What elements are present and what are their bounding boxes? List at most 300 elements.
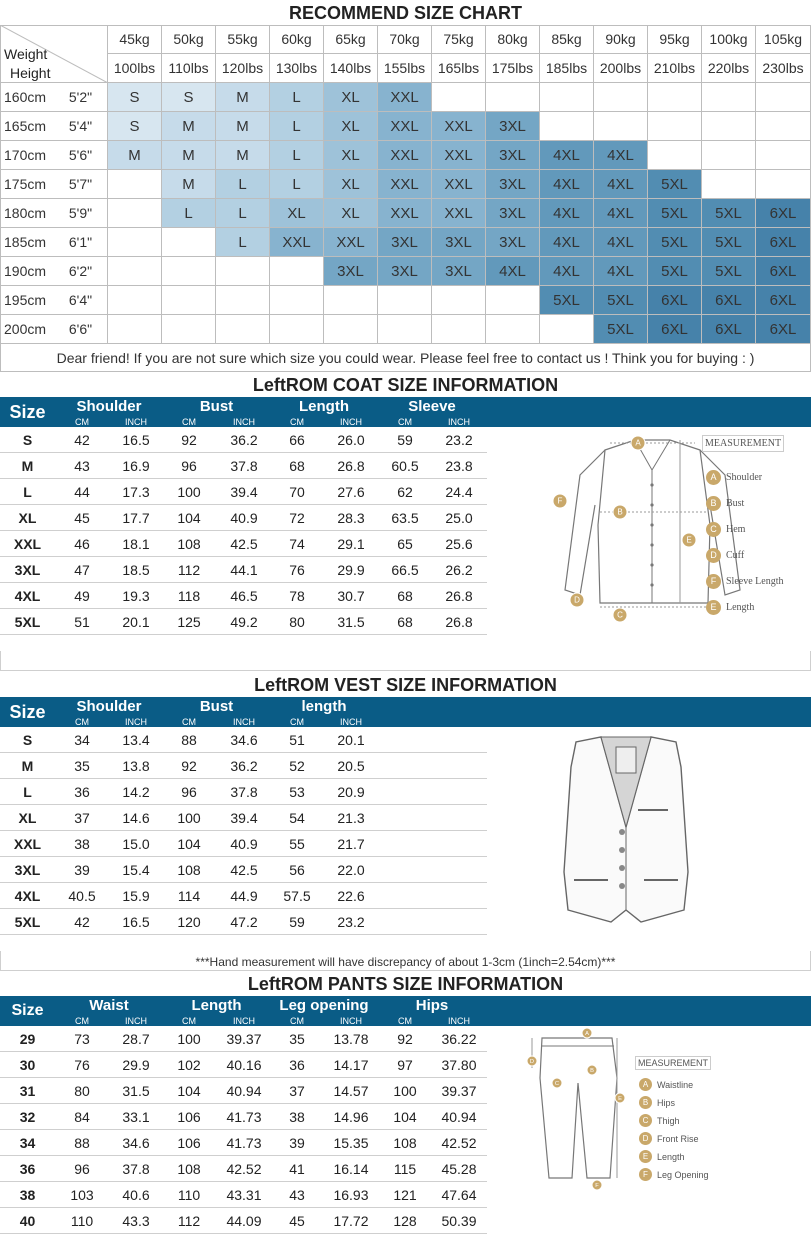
measurement-value-cell: 118 [177,588,201,604]
size-cell: 6XL [756,315,811,344]
measurement-value-cell: 42.5 [230,536,258,552]
pants-size-row [0,1104,487,1130]
unit-cm-label: CM [182,417,196,427]
measurement-value-cell: 88 [181,732,197,748]
size-cell: S [108,112,162,141]
vest-button [619,847,625,853]
pants-legend-item [639,1148,685,1162]
size-cell: 4XL [594,199,648,228]
marker-letter: B [617,507,623,517]
size-cell [432,286,486,315]
size-row [0,170,811,199]
size-label-cell: XXL [13,836,42,852]
marker-letter: F [557,496,563,506]
measurement-value-cell: 80 [289,614,305,630]
size-cell [648,141,702,170]
weight-lbs-header: 100lbs [108,54,162,83]
measurement-value-cell: 51 [289,732,305,748]
size-cell [648,112,702,141]
size-cell [756,141,811,170]
measurement-value-cell: 28.3 [337,510,365,526]
legend-label: Length [726,602,755,614]
size-cell: M [108,141,162,170]
weight-lbs-header: 165lbs [432,54,486,83]
measurement-value-cell: 42.5 [230,862,258,878]
unit-cm-label: CM [290,717,304,727]
size-cell: 5XL [648,228,702,257]
measurement-value-cell: 74 [289,536,305,552]
vest-size-row [0,909,487,935]
measurement-value-cell: 16.5 [122,914,150,930]
pants-size-row [0,1130,487,1156]
size-cell [540,315,594,344]
size-cell [378,315,432,344]
measurement-value-cell: 16.93 [333,1187,369,1203]
measurement-value-cell: 106 [177,1109,201,1125]
size-cell: 4XL [540,228,594,257]
size-cell: XXL [378,170,432,199]
measurement-value-cell: 100 [177,1031,201,1047]
size-cell: XXL [432,199,486,228]
measurement-value-cell: 36 [289,1057,305,1073]
unit-inch-label: INCH [448,417,470,427]
legend-label: Waistline [657,1079,694,1090]
measurement-value-cell: 80 [74,1083,90,1099]
measurement-value-cell: 49.2 [230,614,258,630]
legend-marker-icon: A [706,470,721,485]
size-cell [756,170,811,199]
height-cm-cell: 200cm [0,315,54,344]
measurement-value-cell: 68 [397,588,413,604]
measurement-value-cell: 108 [393,1135,417,1151]
measurement-value-cell: 125 [177,614,201,630]
legend-marker-icon: D [639,1132,652,1145]
size-cell [648,83,702,112]
measurement-value-cell: 115 [393,1161,417,1177]
pants-diagram [522,1028,632,1193]
size-cell [270,257,324,286]
weight-lbs-header: 230lbs [756,54,811,83]
measurement-value-cell: 37.8 [230,458,258,474]
measurement-value-cell: 59 [397,432,413,448]
measurement-value-cell: 20.1 [337,732,365,748]
measurement-value-cell: 65 [397,536,413,552]
size-cell [216,286,270,315]
size-label-cell: 38 [19,1187,36,1203]
vest-size-row [0,805,487,831]
vest-size-row [0,753,487,779]
measurement-value-cell: 73 [74,1031,90,1047]
measurement-value-cell: 15.9 [122,888,150,904]
size-cell: 6XL [756,199,811,228]
measurement-value-cell: 62 [397,484,413,500]
weight-lbs-header: 210lbs [648,54,702,83]
measurement-value-cell: 13.8 [122,758,150,774]
coat-button [650,543,653,546]
measure-marker-b [587,1065,597,1075]
size-cell: L [270,170,324,199]
measurement-value-cell: 43 [74,458,90,474]
measurement-column-header: Sleeve [408,398,456,415]
size-label-cell: XL [18,810,37,826]
measurement-value-cell: 16.14 [333,1161,369,1177]
size-cell: 4XL [540,199,594,228]
measurement-value-cell: 14.2 [122,784,150,800]
measurement-value-cell: 44.1 [230,562,258,578]
measurement-value-cell: 39 [289,1135,305,1151]
size-cell: 3XL [378,257,432,286]
pants-size-row [0,1208,487,1234]
size-cell: S [162,83,216,112]
size-cell [324,286,378,315]
coat-button [650,503,653,506]
size-row [0,199,811,228]
size-cell [216,257,270,286]
height-ft-cell: 6'1" [54,228,108,257]
size-cell: 3XL [486,228,540,257]
size-cell: L [216,228,270,257]
measurement-value-cell: 88 [74,1135,90,1151]
vest-size-row [0,883,487,909]
pants-legend-item [639,1076,693,1090]
unit-inch-label: INCH [340,417,362,427]
size-label-cell: M [21,758,34,774]
coat-size-row [0,479,487,505]
legend-label: Bust [726,498,745,510]
unit-inch-label: INCH [340,717,362,727]
measurement-column-header: Length [191,997,242,1014]
size-cell: 5XL [540,286,594,315]
measurement-value-cell: 29.1 [337,536,365,552]
marker-letter: A [635,438,641,448]
unit-inch-label: INCH [233,417,255,427]
unit-cm-label: CM [75,417,89,427]
coat-legend-item [706,573,783,589]
measurement-value-cell: 60.5 [391,458,419,474]
legend-label: Hips [657,1097,676,1108]
size-cell [594,112,648,141]
measurement-value-cell: 38 [289,1109,305,1125]
measurement-value-cell: 21.7 [337,836,365,852]
size-cell: 4XL [594,257,648,286]
measurement-value-cell: 40.16 [226,1057,262,1073]
height-ft-cell: 5'7" [54,170,108,199]
vest-size-row [0,727,487,753]
size-cell: L [216,199,270,228]
measurement-value-cell: 45.28 [441,1161,477,1177]
vest-size-row [0,831,487,857]
size-cell: 4XL [540,141,594,170]
measurement-value-cell: 96 [74,1161,90,1177]
size-cell [162,315,216,344]
measurement-value-cell: 18.5 [122,562,150,578]
size-cell: M [162,112,216,141]
height-cm-cell: 170cm [0,141,54,170]
marker-letter: D [574,595,580,605]
measurement-value-cell: 120 [177,914,201,930]
size-cell [702,141,756,170]
size-cell: 6XL [702,286,756,315]
measurement-value-cell: 37.80 [441,1057,477,1073]
vest-title: LeftROM VEST SIZE INFORMATION [254,675,557,695]
measurement-value-cell: 38 [74,836,90,852]
measurement-value-cell: 22.6 [337,888,365,904]
legend-label: Length [657,1151,685,1162]
size-cell [594,83,648,112]
size-cell: 3XL [486,141,540,170]
size-row [0,141,811,170]
coat-legend-item [706,521,745,537]
size-cell: 6XL [702,315,756,344]
size-label-cell: S [22,432,33,448]
size-column-header: Size [9,402,46,422]
measurement-value-cell: 13.4 [122,732,150,748]
legend-label: Cuff [726,550,745,562]
size-cell: XXL [432,170,486,199]
size-cell: XXL [378,141,432,170]
pants-title: LeftROM PANTS SIZE INFORMATION [247,974,564,994]
corner-height-label: Height [10,65,51,81]
measurement-value-cell: 52 [289,758,305,774]
measurement-value-cell: 106 [177,1135,201,1151]
height-ft-cell: 6'6" [54,315,108,344]
size-cell [378,286,432,315]
measurement-value-cell: 66.5 [391,562,419,578]
measurement-value-cell: 100 [177,484,201,500]
measurement-value-cell: 35 [289,1031,305,1047]
measurement-value-cell: 103 [70,1187,94,1203]
measurement-value-cell: 92 [397,1031,413,1047]
size-cell: 3XL [486,112,540,141]
measurement-value-cell: 108 [177,1161,201,1177]
size-cell: 6XL [648,315,702,344]
size-cell: XXL [378,199,432,228]
size-cell: M [216,141,270,170]
size-cell: 5XL [702,228,756,257]
pants-size-row [0,1182,487,1208]
coat-left-bracket [0,651,1,670]
coat-size-row [0,453,487,479]
size-label-cell: 3XL [14,562,41,578]
size-cell [486,286,540,315]
measurement-value-cell: 13.78 [333,1031,369,1047]
unit-inch-label: INCH [233,717,255,727]
measurement-value-cell: 36.22 [441,1031,477,1047]
weight-lbs-header: 155lbs [378,54,432,83]
measure-marker-e [682,533,696,547]
coat-button [650,583,653,586]
size-label-cell: 5XL [14,614,41,630]
weight-lbs-header: 175lbs [486,54,540,83]
size-cell: XXL [378,112,432,141]
height-cm-cell: 185cm [0,228,54,257]
size-cell [162,228,216,257]
measurement-value-cell: 26.8 [445,614,473,630]
measurement-column-header: Length [299,398,349,415]
weight-lbs-header: 185lbs [540,54,594,83]
size-cell: 5XL [594,315,648,344]
marker-letter: D [529,1058,535,1065]
coat-title: LeftROM COAT SIZE INFORMATION [252,375,559,395]
measurement-value-cell: 14.17 [333,1057,369,1073]
size-cell: 3XL [486,170,540,199]
unit-inch-label: INCH [125,1016,147,1026]
size-row [0,315,811,344]
size-row [0,112,811,141]
measurement-value-cell: 28.7 [122,1031,150,1047]
measurement-value-cell: 40.94 [441,1109,477,1125]
measurement-value-cell: 44 [74,484,90,500]
weight-kg-header: 95kg [648,25,702,54]
measurement-value-cell: 16.5 [122,432,150,448]
size-label-cell: L [23,484,32,500]
measurement-value-cell: 108 [177,536,201,552]
measurement-value-cell: 42 [74,914,90,930]
unit-cm-label: CM [182,717,196,727]
size-row [0,257,811,286]
height-cm-cell: 190cm [0,257,54,286]
measurement-value-cell: 47.2 [230,914,258,930]
recommend-size-chart [0,0,811,372]
measurement-value-cell: 26.8 [337,458,365,474]
measurement-value-cell: 36 [74,784,90,800]
measurement-column-header: Shoulder [76,398,142,415]
recommend-chart-title: RECOMMEND SIZE CHART [289,3,522,23]
measure-marker-d [570,593,584,607]
pants-legend-heading: MEASUREMENT [635,1056,711,1070]
measurement-value-cell: 39.37 [441,1083,477,1099]
measurement-value-cell: 29.9 [122,1057,150,1073]
measurement-value-cell: 23.8 [445,458,473,474]
measurement-value-cell: 92 [181,758,197,774]
measurement-value-cell: 20.9 [337,784,365,800]
corner-weight-label: Weight [4,46,48,62]
size-cell [108,228,162,257]
size-label-cell: 30 [19,1057,36,1073]
measurement-value-cell: 42 [74,432,90,448]
measurement-value-cell: 15.0 [122,836,150,852]
measurement-value-cell: 54 [289,810,305,826]
weight-kg-header: 55kg [216,25,270,54]
size-cell [702,170,756,199]
vest-button [619,829,625,835]
measure-marker-c [613,608,627,622]
height-ft-cell: 5'4" [54,112,108,141]
measurement-value-cell: 39.4 [230,484,258,500]
marker-letter: C [554,1080,560,1087]
size-cell: M [216,83,270,112]
measurement-value-cell: 44.09 [226,1213,262,1229]
measure-marker-a [631,436,645,450]
measurement-value-cell: 68 [289,458,305,474]
measurement-value-cell: 49 [74,588,90,604]
height-ft-cell: 6'4" [54,286,108,315]
size-cell: L [216,170,270,199]
size-cell: M [162,141,216,170]
size-cell [432,83,486,112]
weight-lbs-header: 120lbs [216,54,270,83]
size-cell [486,315,540,344]
measurement-value-cell: 59 [289,914,305,930]
measurement-value-cell: 128 [393,1213,417,1229]
coat-button [650,563,653,566]
size-label-cell: XXL [13,536,42,552]
size-label-cell: 32 [19,1109,36,1125]
measurement-value-cell: 40.9 [230,836,258,852]
measurement-value-cell: 26.8 [445,588,473,604]
measurement-value-cell: 92 [181,432,197,448]
weight-lbs-header: 200lbs [594,54,648,83]
coat-legend-heading: MEASUREMENT [702,435,784,452]
measurement-column-header: Waist [89,997,129,1014]
weight-lbs-header: 220lbs [702,54,756,83]
size-label-cell: 5XL [14,914,41,930]
weight-lbs-header: 130lbs [270,54,324,83]
measurement-value-cell: 18.1 [122,536,150,552]
vest-bottom-separator [0,970,811,971]
size-cell: XL [324,199,378,228]
size-cell [108,170,162,199]
size-cell [216,315,270,344]
size-cell: 6XL [756,257,811,286]
measurement-value-cell: 46.5 [230,588,258,604]
pants-size-row [0,1078,487,1104]
size-label-cell: 3XL [14,862,41,878]
size-column-header: Size [11,1002,44,1019]
measurement-value-cell: 19.3 [122,588,150,604]
size-cell: 6XL [756,286,811,315]
measurement-value-cell: 39 [74,862,90,878]
measure-marker-a [582,1028,592,1038]
measurement-value-cell: 110 [70,1213,94,1229]
measurement-value-cell: 72 [289,510,305,526]
measurement-column-header: Hips [415,997,449,1014]
pants-legend-item [639,1166,709,1180]
measure-marker-e [615,1093,625,1103]
coat-collar-placket [635,440,670,603]
weight-kg-header: 90kg [594,25,648,54]
measurement-value-cell: 17.7 [122,510,150,526]
size-cell: 3XL [324,257,378,286]
measurement-value-cell: 55 [289,836,305,852]
legend-label: Thigh [657,1115,680,1126]
measurement-value-cell: 31.5 [337,614,365,630]
unit-inch-label: INCH [125,417,147,427]
vest-measurement-note: ***Hand measurement will have discrepancy of about 1-3cm (1inch=2.54cm)*** [195,955,616,969]
measurement-value-cell: 70 [289,484,305,500]
size-label-cell: M [21,458,34,474]
measurement-value-cell: 14.6 [122,810,150,826]
size-cell: 6XL [756,228,811,257]
size-cell: XL [324,112,378,141]
measurement-value-cell: 22.0 [337,862,365,878]
measurement-value-cell: 21.3 [337,810,365,826]
measurement-value-cell: 43.31 [226,1187,262,1203]
unit-inch-label: INCH [340,1016,362,1026]
weight-kg-header: 85kg [540,25,594,54]
size-cell: 5XL [648,257,702,286]
measurement-value-cell: 20.5 [337,758,365,774]
measurement-value-cell: 78 [289,588,305,604]
height-cm-cell: 180cm [0,199,54,228]
size-cell: 5XL [702,199,756,228]
measurement-value-cell: 112 [177,562,201,578]
size-label-cell: 4XL [14,588,41,604]
measurement-value-cell: 47.64 [441,1187,477,1203]
vest-label-tag [616,747,636,773]
marker-letter: B [590,1067,594,1074]
measurement-value-cell: 34 [74,732,90,748]
